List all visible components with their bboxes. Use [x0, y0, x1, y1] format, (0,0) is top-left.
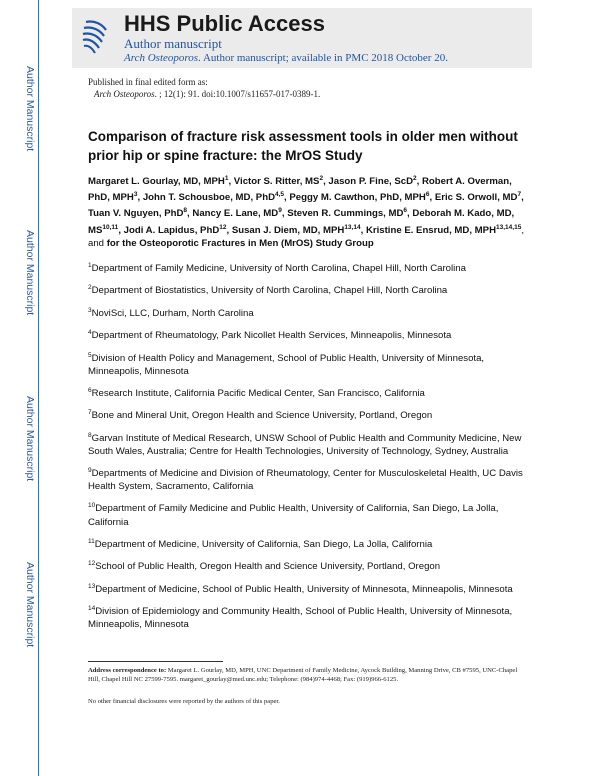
author-affiliation-sup: 4,5	[275, 191, 285, 199]
availability-text: . Author manuscript; available in PMC 2018 October 20.	[198, 52, 448, 64]
affiliation-text: Department of Family Medicine and Public Health, University of California, San Diego, La Jolla, California	[88, 503, 499, 528]
author-name: Steven R. Cummings, MD	[287, 208, 404, 220]
affiliation-item	[88, 281, 533, 297]
affiliation-item	[88, 499, 533, 528]
affiliation-text: Bone and Mineral Unit, Oregon Health and Science University, Portland, Oregon	[91, 410, 433, 422]
affiliation-item	[88, 602, 533, 631]
affiliation-text: NoviSci, LLC, Durham, North Carolina	[91, 307, 254, 319]
footnote-divider	[88, 661, 223, 662]
correspondence-text: Margaret L. Gourlay, MD, MPH, UNC Department of Family Medicine, Aycock Building, Manning Drive, CB #7595, UNC-Chapel Hill, Chapel Hill NC 27599-7595. margaret_gourlay@med.unc.edu; Telephone: (984)974-4468; Fax: (919)966-6125.	[88, 667, 518, 683]
affiliation-number: 10	[88, 502, 96, 510]
author-name: Jason P. Fine, ScD	[328, 176, 414, 188]
article-title: Comparison of fracture risk assessment tools in older men without prior hip or spine fracture: the MrOS Study	[88, 129, 518, 163]
author-name: Susan J. Diem, MD, MPH	[231, 224, 345, 236]
journal-name: Arch Osteoporos	[124, 52, 199, 64]
affiliation-number: 3	[88, 306, 92, 314]
affiliation-number: 6	[88, 386, 92, 394]
correspondence-footnote	[88, 666, 528, 684]
header-subtitle: Author manuscript	[124, 36, 222, 51]
hhs-eagle-logo-icon	[80, 16, 110, 56]
publication-journal: Arch Osteoporos	[94, 89, 155, 99]
affiliation-text: Department of Family Medicine, University of North Carolina, Chapel Hill, North Carolina	[91, 263, 466, 275]
affiliation-item	[88, 259, 533, 275]
author-name: Deborah M. Kado, MD, MS	[88, 208, 515, 236]
author-name: Kristine E. Ensrud, MD, MPH	[365, 224, 497, 236]
affiliation-number: 14	[88, 604, 96, 612]
author-list: Margaret L. Gourlay, MD, MPH$^1$, Victor S. Ritter, $MS^2$, Jason P. Fine, ScD$^2$, Robert A. Overman, PhD, MPH$^3$, John T. Schousboe, MD, PhD$^{4,5}$, Peggy M. Cawthon, PhD, MPH$^6$, Eric S. Orwoll, $MD^7$, Tuan V. Nguyen, PhD$^8$, Nancy E. Lane, $MD^9$, Steven R. Cummings, $MD^6$, Deborah M. Kado, MD, MS$^{10,11}$, Jodi A. Lapidus, PhD$^{12}$, Susan J. Diem, MD, MPH$^{13,14}$, Kristine E. Ensrud, MD, MPH$^{13,14,15}$, and for the Osteoporotic Fractures in Men (MrOS) Study Group	[88, 175, 524, 249]
author-name: Tuan V. Nguyen, PhD	[88, 208, 184, 220]
publication-citation: . ; 12(1): 91. doi:10.1007/s11657-017-0389-1.	[154, 89, 321, 99]
author-affiliation-sup: 2	[319, 175, 324, 182]
author-affiliation-sup: 9	[278, 207, 282, 215]
author-affiliation-sup: 10,11	[102, 223, 119, 231]
affiliation-text: Department of Biostatistics, University of North Carolina, Chapel Hill, North Carolina	[91, 285, 448, 297]
sidebar-label: Author Manuscript	[24, 562, 36, 648]
affiliation-item	[88, 464, 533, 493]
author-name: Victor S. Ritter, MS	[233, 176, 320, 188]
author-name: Peggy M. Cawthon, PhD, MPH	[289, 192, 426, 204]
author-affiliation-sup: 3	[133, 191, 138, 199]
affiliation-number: 2	[88, 284, 92, 292]
affiliation-item	[88, 580, 533, 596]
sidebar-label: Author Manuscript	[24, 396, 36, 482]
affiliation-item	[88, 406, 533, 422]
affiliation-number: 8	[88, 431, 92, 439]
affiliation-text: Department of Rheumatology, Park Nicollet Health Services, Minneapolis, Minnesota	[91, 330, 452, 342]
author-affiliation-sup: 13,14	[344, 223, 361, 231]
sidebar-label: Author Manuscript	[24, 230, 36, 316]
author-name: Margaret L. Gourlay, MD, MPH	[88, 176, 225, 188]
affiliation-text: School of Public Health, Oregon Health and Science University, Portland, Oregon	[95, 561, 441, 573]
author-affiliation-sup: 7	[517, 191, 522, 199]
author-name: Nancy E. Lane, MD	[192, 208, 279, 220]
header-title: HHS Public Access	[124, 11, 325, 36]
affiliation-text: Division of Epidemiology and Community Health, School of Public Health, University of Minnesota, Minneapolis, Minnesota	[88, 606, 513, 631]
affiliation-item	[88, 535, 533, 551]
author-affiliation-sup: 1	[224, 175, 229, 182]
affiliation-item	[88, 349, 533, 378]
affiliation-list	[88, 259, 533, 637]
author-affiliation-sup: 13,14,15	[496, 223, 522, 231]
disclosure-footnote: No other financial disclosures were reported by the authors of this paper.	[88, 698, 280, 705]
header-journal-line	[124, 52, 448, 64]
affiliation-text: Research Institute, California Pacific Medical Center, San Francisco, California	[91, 388, 425, 400]
affiliation-item	[88, 384, 533, 400]
affiliation-text: Department of Medicine, University of California, San Diego, La Jolla, California	[94, 538, 433, 550]
affiliation-item	[88, 304, 533, 320]
affiliation-item	[88, 557, 533, 573]
author-affiliation-sup: 8	[183, 207, 188, 215]
affiliation-number: 13	[88, 582, 96, 590]
affiliation-text: Departments of Medicine and Division of Rheumatology, Center for Musculoskeletal Health, UC Davis Health System, Sacramento, California	[88, 468, 523, 493]
affiliation-text: Department of Medicine, School of Public Health, University of Minnesota, Minneapolis, Minnesota	[95, 583, 513, 595]
author-affiliation-sup: 12	[219, 223, 227, 231]
publication-label: Published in final edited form as:	[88, 77, 208, 87]
hhs-header	[72, 8, 532, 68]
study-group: for the Osteoporotic Fractures in Men (MrOS) Study Group	[106, 237, 374, 249]
author-affiliation-sup: 6	[403, 207, 408, 215]
author-conjunction: , and	[88, 224, 524, 249]
author-affiliation-sup: 6	[425, 191, 430, 199]
author-affiliation-sup: 2	[413, 175, 417, 182]
affiliation-number: 1	[88, 262, 92, 269]
affiliation-number: 4	[88, 329, 92, 337]
author-name: Jodi A. Lapidus, PhD	[123, 224, 220, 236]
author-name: John T. Schousboe, MD, PhD	[142, 192, 275, 204]
affiliation-number: 12	[88, 560, 96, 568]
author-name: Robert A. Overman, PhD, MPH	[88, 176, 512, 204]
affiliation-item	[88, 326, 533, 342]
affiliation-text: Division of Health Policy and Management, School of Public Health, University of Minnesota, Minneapolis, Minnesota	[88, 352, 485, 377]
sidebar-label: Author Manuscript	[24, 66, 36, 152]
affiliation-number: 5	[88, 351, 92, 359]
affiliation-item	[88, 429, 533, 458]
sidebar-divider	[38, 0, 39, 776]
affiliation-number: 11	[88, 537, 95, 545]
author-name: Eric S. Orwoll, MD	[434, 192, 518, 204]
affiliation-text: Garvan Institute of Medical Research, UNSW School of Public Health and Community Medicine, New South Wales, Australia; Centre for Health Technologies, University of Technology, Sydney, Australia	[88, 432, 522, 457]
publication-info	[88, 76, 320, 100]
correspondence-label: Address correspondence to:	[88, 667, 167, 674]
affiliation-number: 9	[88, 467, 92, 474]
affiliation-number: 7	[88, 409, 92, 417]
publication-citation-line	[88, 88, 320, 100]
